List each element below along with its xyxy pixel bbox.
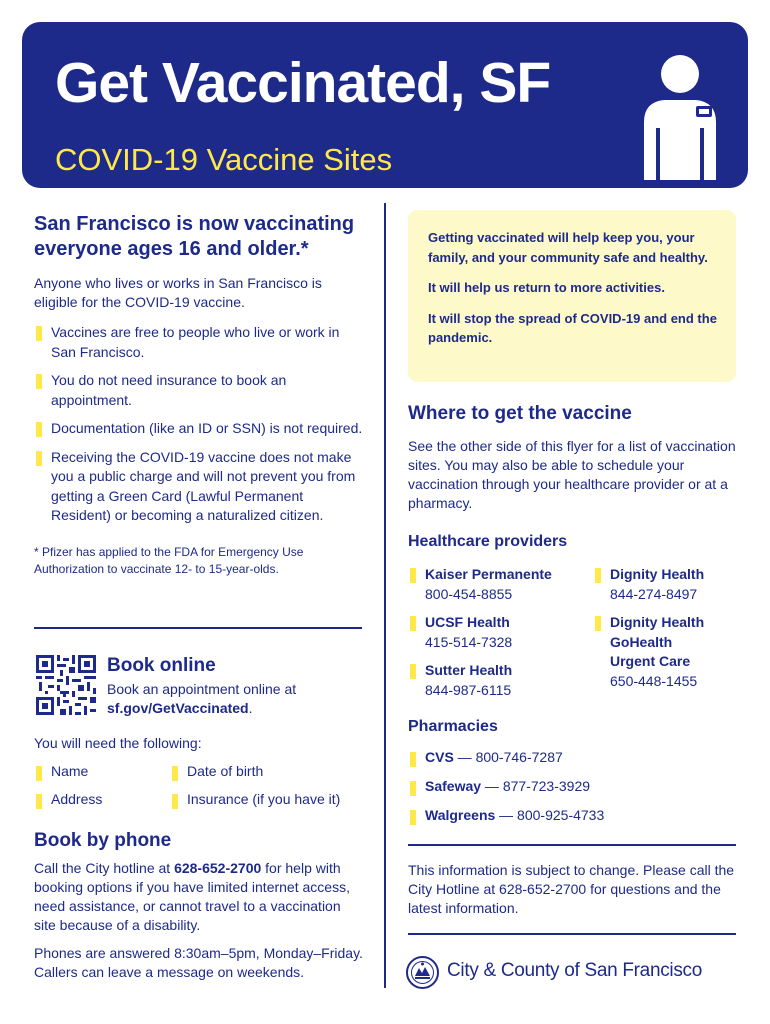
benefits-callout: [408, 210, 736, 382]
pharmacy-item: [408, 748, 563, 768]
provider-name: Sutter Health: [425, 662, 513, 678]
needs-label: You will need the following:: [34, 735, 202, 751]
pharmacies-title: Pharmacies: [408, 718, 498, 735]
pharmacy-item: [408, 806, 604, 826]
provider-name: UCSF Health: [425, 614, 510, 630]
phone-hours: Phones are answered 8:30am–5pm, Monday–Friday. Callers can leave a message on weekends.: [34, 945, 363, 980]
text-span: for help with booking options if you have limited internet access, need assistance, or cannot travel to a vaccination site because of a disability.: [34, 860, 350, 933]
provider-phone[interactable]: 800-454-8855: [425, 585, 513, 602]
eligibility-bullet-list: [34, 323, 364, 526]
book-online-link[interactable]: sf.gov/GetVaccinated: [107, 700, 249, 716]
book-online-text: Book an appointment online at: [107, 681, 297, 697]
provider-item: [408, 565, 588, 604]
book-phone-title: Book by phone: [34, 830, 172, 851]
change-notice: This information is subject to change. Please call the City Hotline at 628-652-2700 for questions and the latest information.: [408, 862, 735, 916]
where-section: [408, 403, 740, 551]
provider-phone[interactable]: 415-514-7328: [425, 633, 513, 650]
pharmacy-item: [408, 777, 590, 797]
eligibility-headline: San Francisco is now vaccinating everyone ages 16 and older.*: [34, 213, 355, 260]
org-name: City & County of San Francisco: [447, 960, 702, 981]
footnote: * Pfizer has applied to the FDA for Emergency Use Authorization to vaccinate 12- to 15-year-olds.: [34, 544, 304, 576]
list-item: You do not need insurance to book an appointment.: [34, 371, 364, 410]
text-span: Call the City hotline at: [34, 860, 175, 876]
header-banner: [22, 22, 748, 188]
providers-col-right: [593, 565, 738, 691]
provider-name: Kaiser Permanente: [425, 566, 552, 582]
page-title: Get Vaccinated, SF: [55, 51, 551, 115]
left-column: [34, 212, 364, 578]
book-online-section: [107, 655, 367, 718]
pharmacy-name: Safeway: [425, 778, 482, 794]
pharmacy-name: Walgreens: [425, 807, 496, 823]
eligibility-text: Anyone who lives or works in San Francisco is eligible for the COVID-19 vaccine.: [34, 275, 322, 310]
pharmacy-phone[interactable]: — 877-723-3929: [481, 778, 591, 794]
link-suffix: .: [248, 700, 253, 716]
provider-name: Dignity Health: [610, 566, 705, 582]
section-divider: [408, 933, 736, 935]
pharmacy-phone[interactable]: — 800-746-7287: [453, 749, 563, 765]
page-subtitle: COVID-19 Vaccine Sites: [55, 142, 393, 177]
need-item-name: Name: [34, 762, 88, 782]
section-divider: [34, 627, 362, 629]
provider-phone[interactable]: 650-448-1455: [610, 672, 698, 689]
column-divider: [384, 203, 386, 988]
callout-line: It will help us return to more activities.: [428, 280, 665, 295]
providers-col-left: [408, 565, 588, 700]
pharmacy-phone[interactable]: — 800-925-4733: [495, 807, 605, 823]
provider-item: [408, 613, 588, 652]
book-phone-section: [34, 830, 364, 982]
book-phone-text: [34, 859, 364, 935]
callout-line: It will stop the spread of COVID-19 and end the pandemic.: [428, 310, 717, 345]
list-item: Documentation (like an ID or SSN) is not required.: [34, 419, 364, 439]
person-vaccinated-icon: [634, 52, 726, 180]
provider-item: [593, 565, 738, 604]
callout-line: Getting vaccinated will help keep you, your family, and your community safe and healthy.: [428, 230, 708, 265]
pharmacy-name: CVS: [425, 749, 454, 765]
provider-item: [593, 613, 738, 691]
need-item-insurance: Insurance (if you have it): [170, 790, 340, 810]
provider-name: Dignity Health GoHealth Urgent Care: [610, 614, 705, 669]
list-item: Vaccines are free to people who live or work in San Francisco.: [34, 323, 364, 362]
hotline-phone[interactable]: 628-652-2700: [174, 860, 262, 876]
provider-item: [408, 661, 588, 700]
book-online-title: Book online: [107, 655, 216, 676]
list-item: Receiving the COVID-19 vaccine does not make you a public charge and will not prevent you from getting a Green Card (Lawful Permanent Resident) or becoming a naturalized citizen.: [34, 448, 364, 526]
city-seal-icon: [406, 956, 439, 989]
need-item-address: Address: [34, 790, 102, 810]
where-text: See the other side of this flyer for a list of vaccination sites. You may also be able to schedule your vaccination through your healthcare provider or at a pharmacy.: [408, 438, 736, 511]
qr-code-icon[interactable]: [36, 655, 96, 715]
provider-phone[interactable]: 844-274-8497: [610, 585, 698, 602]
where-title: Where to get the vaccine: [408, 403, 632, 424]
providers-title: Healthcare providers: [408, 533, 568, 550]
need-item-dob: Date of birth: [170, 762, 263, 782]
section-divider: [408, 844, 736, 846]
provider-phone[interactable]: 844-987-6115: [425, 681, 512, 698]
